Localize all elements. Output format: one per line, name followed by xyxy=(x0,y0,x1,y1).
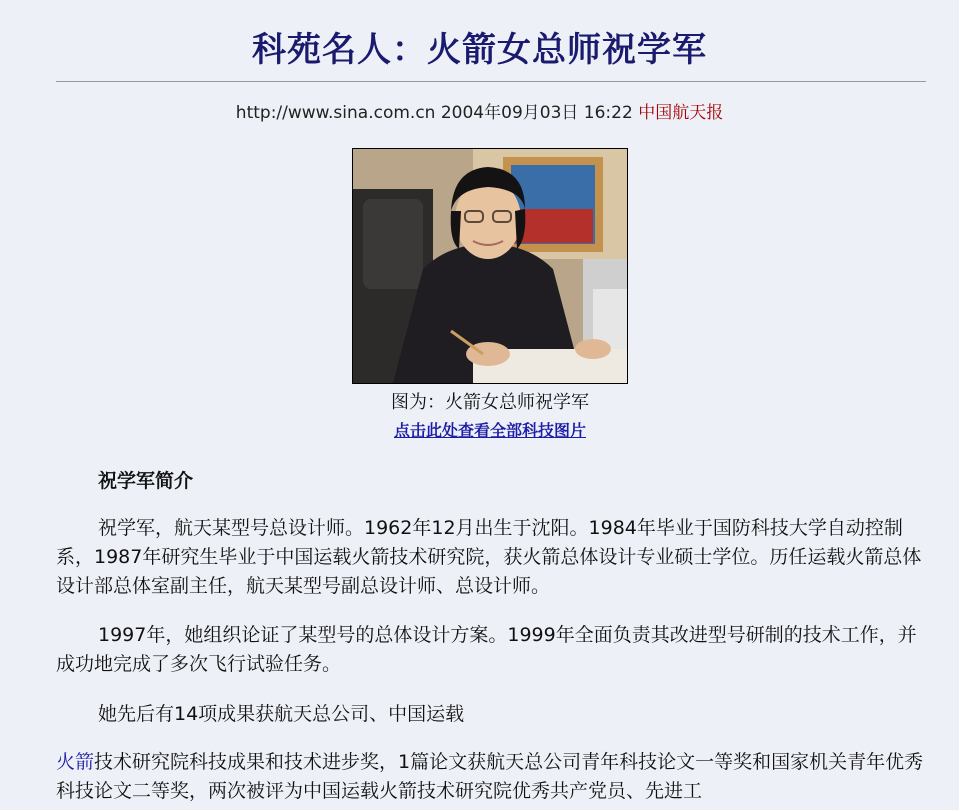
bio-paragraph-3: 她先后有14项成果获航天总公司、中国运载 xyxy=(98,703,465,725)
source-name[interactable]: 中国航天报 xyxy=(638,103,724,123)
title-divider xyxy=(56,81,926,82)
publish-date: 2004年09月03日 16:22 xyxy=(440,103,633,123)
portrait-image xyxy=(353,149,627,383)
bio-paragraph-1: 祝学军，航天某型号总设计师。1962年12月出生于沈阳。1984年毕业于国防科技大学自动控制系，1987年研究生毕业于中国运载火箭技术研究院，获火箭总体设计专业硕士学位。历任运载火箭总体设计部总体室副主任，航天某型号副总设计师、总设计师。 xyxy=(56,517,922,597)
bio-paragraph-2: 1997年，她组织论证了某型号的总体设计方案。1999年全面负责其改进型号研制的技术工作，并成功地完成了多次飞行试验任务。 xyxy=(56,624,917,675)
bio-paragraph-4 xyxy=(56,748,926,806)
bio-paragraph-4-text: 技术研究院科技成果和技术进步奖，1篇论文获航天总公司青年科技论文一等奖和国家机关青年优秀科技论文二等奖，两次被评为中国运载火箭技术研究院优秀共产党员、先进工 xyxy=(56,751,924,802)
portrait-photo xyxy=(352,148,628,384)
all-photos-link[interactable]: 点击此处查看全部科技图片 xyxy=(393,421,586,440)
article-meta xyxy=(0,98,959,123)
photo-caption: 图为：火箭女总师祝学军 xyxy=(391,392,589,413)
section-heading: 祝学军简介 xyxy=(98,470,194,492)
rocket-keyword-link[interactable]: 火箭 xyxy=(56,751,95,773)
article-title: 科苑名人：火箭女总师祝学军 xyxy=(252,30,707,70)
source-url: http://www.sina.com.cn xyxy=(235,103,436,123)
